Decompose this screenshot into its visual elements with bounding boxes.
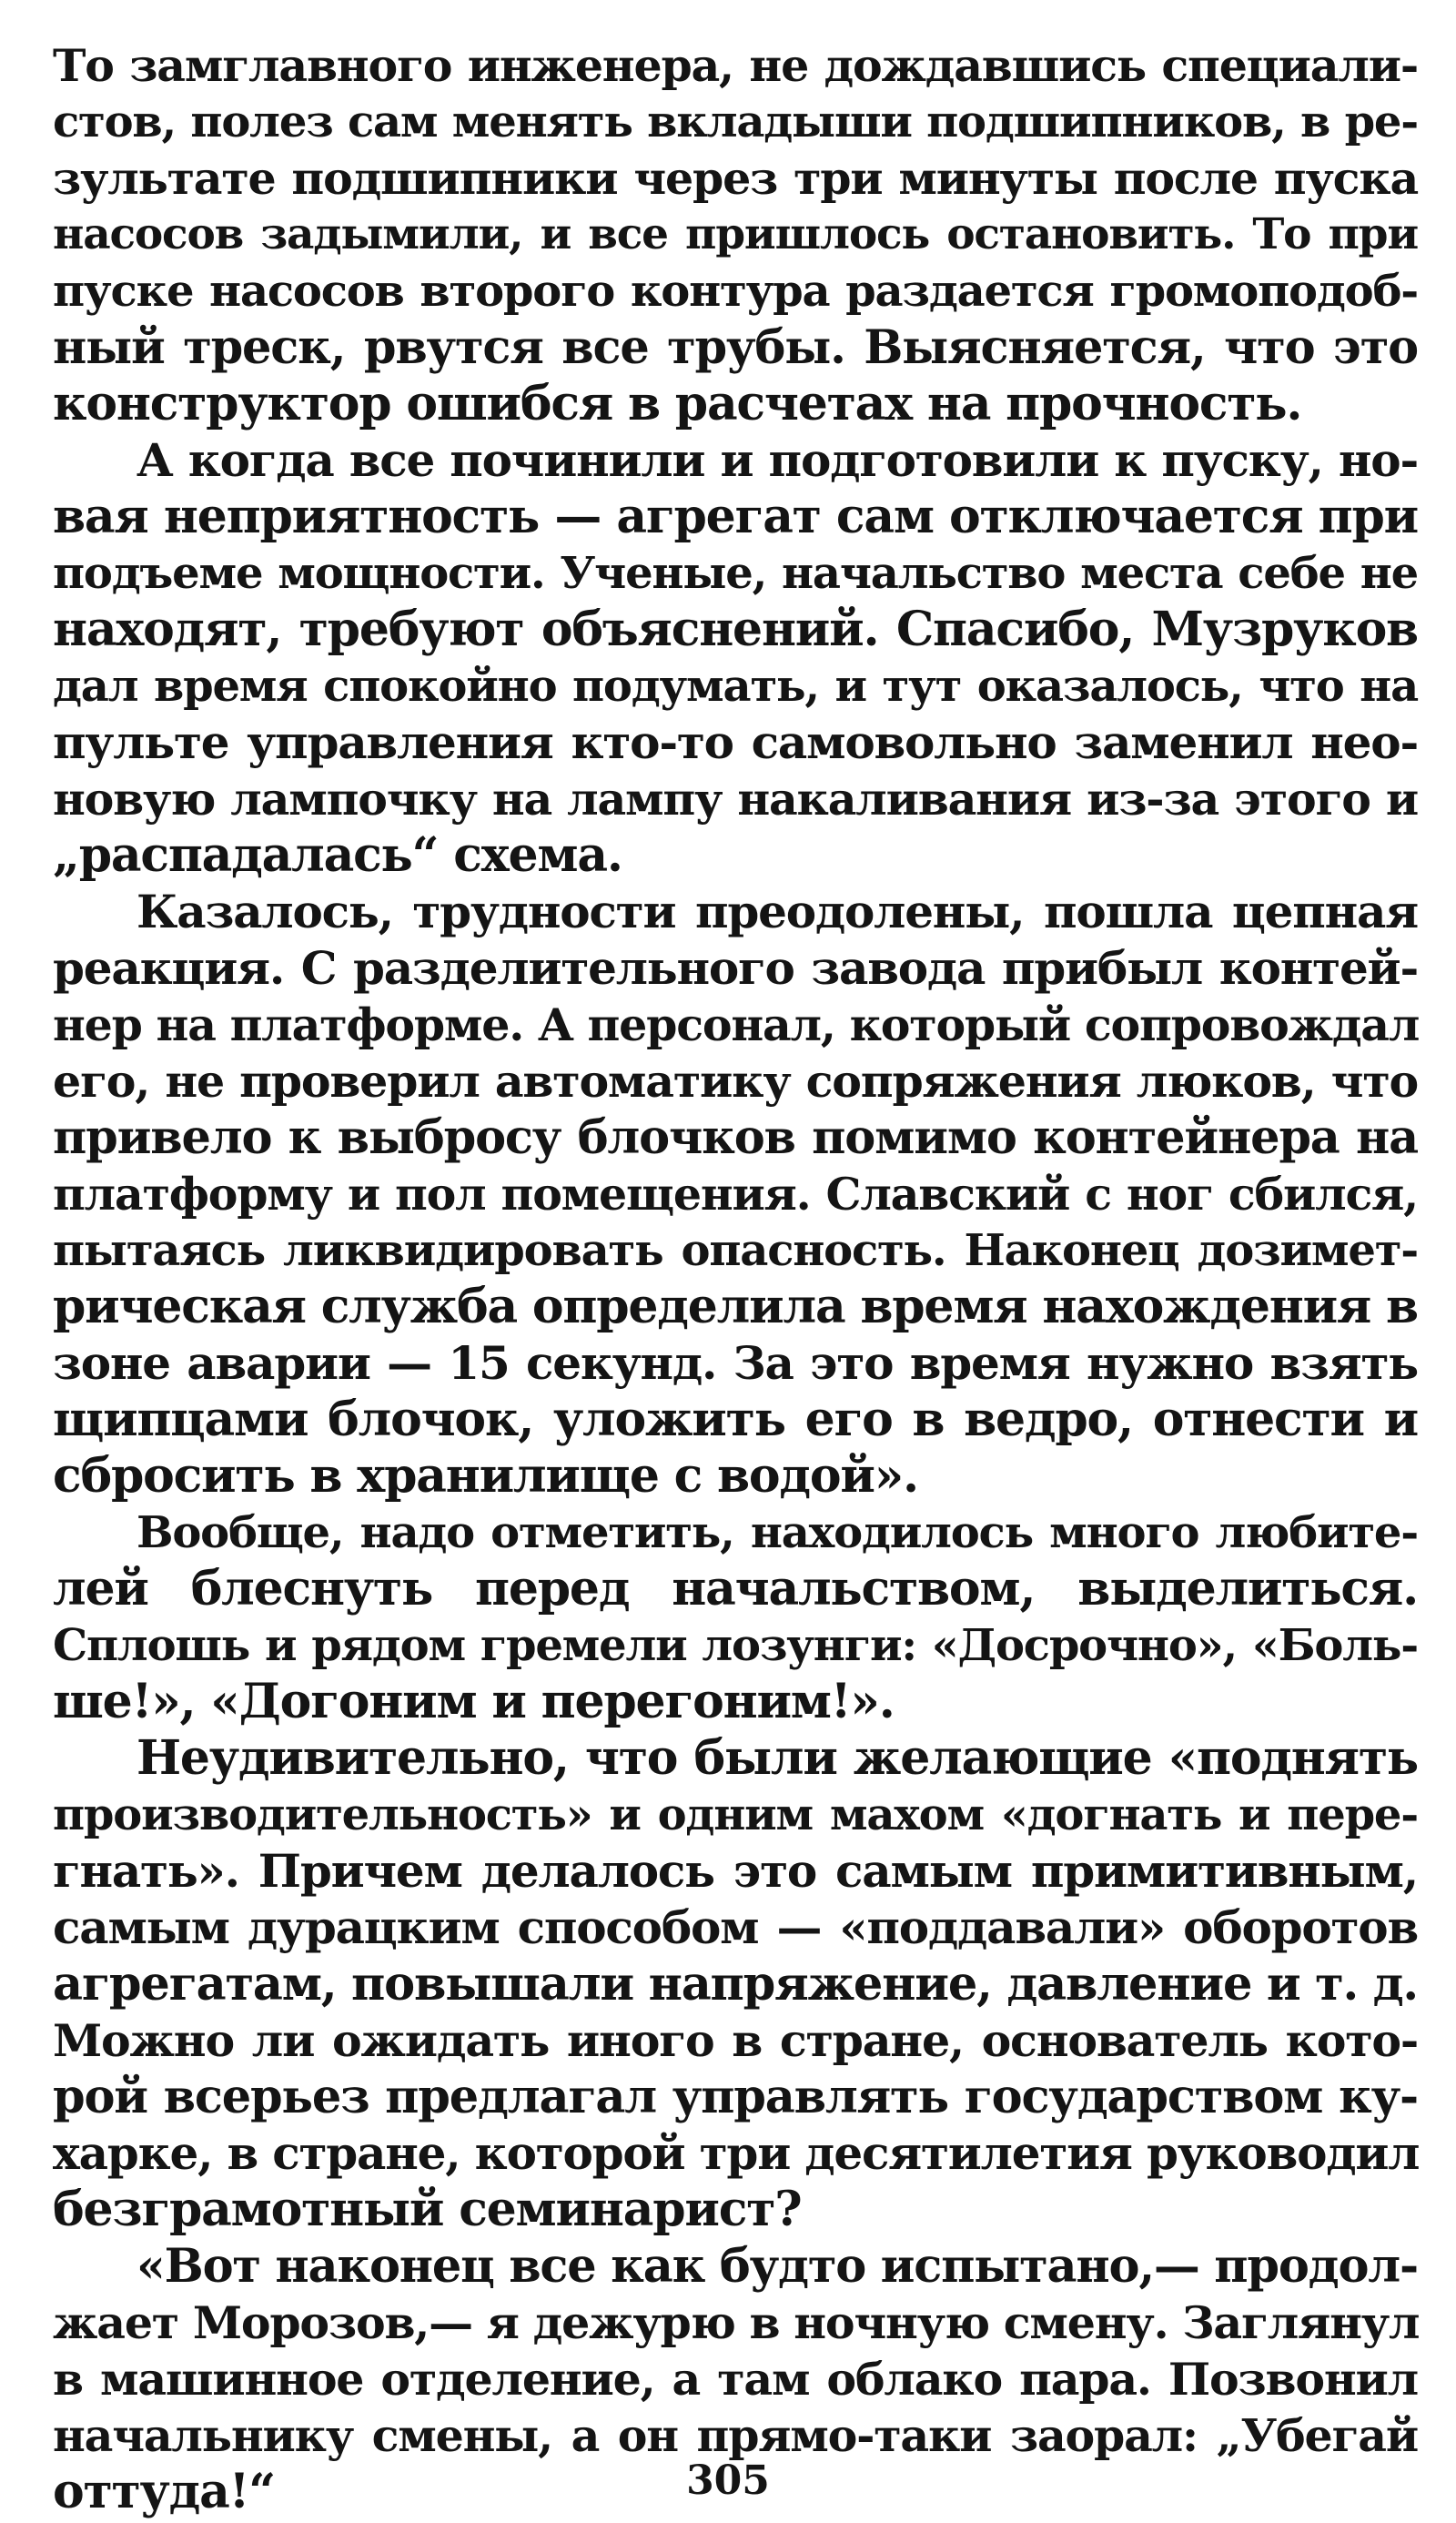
text-line: зоне аварии — 15 секунд. За это время нужно взять xyxy=(53,1336,1418,1390)
text-line: подъеме мощности. Ученые, начальство места себе не xyxy=(53,548,1418,599)
text-line: безграмотный семинарист? xyxy=(53,2182,802,2237)
text-line: гнать». Причем делалось это самым примитивным, xyxy=(53,1844,1418,1898)
text-line: новую лампочку на лампу накаливания из-за этого и xyxy=(53,773,1418,826)
text-line: дал время спокойно подумать, и тут оказалось, что на xyxy=(53,661,1418,712)
text-line: пульте управления кто-то самовольно заменил нео- xyxy=(53,715,1418,769)
text-line: реакция. С разделительного завода прибыл контей- xyxy=(53,941,1418,995)
text-line: «Вот наконец все как будто испытано,— продол- xyxy=(136,2239,1418,2294)
text-line: То замглавного инженера, не дождавшись специали- xyxy=(53,39,1418,92)
text-line: щипцами блочок, уложить его в ведро, отнести и xyxy=(53,1392,1418,1447)
text-line: начальнику смены, а он прямо-таки заорал: „Убегай xyxy=(53,2409,1418,2462)
text-line: лей блеснуть перед начальством, выделиться. xyxy=(53,1561,1418,1616)
text-line: стов, полез сам менять вкладыши подшипников, в ре- xyxy=(53,96,1418,147)
text-line: Можно ли ожидать иного в стране, основатель кото- xyxy=(53,2014,1418,2067)
text-line: агрегатам, повышали напряжение, давление и т. д. xyxy=(53,1957,1418,2011)
text-line: сбросить в хранилище с водой». xyxy=(53,1448,918,1504)
text-line: в машинное отделение, а там облако пара. Позвонил xyxy=(53,2353,1418,2406)
page-number: 305 xyxy=(686,2457,770,2504)
text-line: А когда все починили и подготовили к пуску, но- xyxy=(136,433,1418,487)
text-line: конструктор ошибся в расчетах на прочность. xyxy=(53,376,1302,431)
text-line: жает Морозов,— я дежурю в ночную смену. Заглянул xyxy=(53,2296,1420,2349)
text-line: пуске насосов второго контура раздается громоподоб- xyxy=(53,266,1418,317)
text-line: его, не проверил автоматику сопряжения люков, что xyxy=(53,1055,1418,1108)
text-line: Казалось, трудности преодолены, пошла цепная xyxy=(136,885,1418,938)
text-line: производительность» и одним махом «догнать и пере- xyxy=(53,1789,1418,1840)
text-line: нер на платформе. А персонал, который сопровождал xyxy=(53,998,1420,1051)
text-line: харке, в стране, которой три десятилетия руководил xyxy=(53,2126,1420,2180)
text-line: зультате подшипники через три минуты после пуска xyxy=(53,152,1418,205)
text-line: Сплошь и рядом гремели лозунги: «Досрочно», «Боль- xyxy=(53,1620,1418,1671)
text-line: привело к выбросу блочков помимо контейнера на xyxy=(53,1110,1418,1165)
text-line: рическая служба определила время нахождения в xyxy=(53,1279,1418,1334)
text-line: находят, требуют объяснений. Спасибо, Музруков xyxy=(53,602,1418,657)
text-line: ный треск, рвутся все трубы. Выясняется, что это xyxy=(53,320,1418,375)
text-line: платформу и пол помещения. Славский с ног сбился, xyxy=(53,1168,1418,1221)
text-line: оттуда!“ xyxy=(53,2464,275,2519)
text-line: пытаясь ликвидировать опасность. Наконец дозимет- xyxy=(53,1225,1418,1276)
text-line: Вообще, надо отметить, находилось много любите- xyxy=(136,1507,1418,1558)
text-line: насосов задымили, и все пришлось остановить. То при xyxy=(53,209,1418,259)
text-line: „распадалась“ схема. xyxy=(53,827,622,883)
text-line: Неудивительно, что были желающие «поднять xyxy=(136,1730,1418,1786)
text-line: ше!», «Догоним и перегоним!». xyxy=(53,1674,895,1729)
text-line: самым дурацким способом — «поддавали» оборотов xyxy=(53,1900,1418,1954)
text-line: рой всерьез предлагал управлять государством ку- xyxy=(53,2070,1418,2124)
text-line: вая неприятность — агрегат сам отключается при xyxy=(53,489,1418,544)
